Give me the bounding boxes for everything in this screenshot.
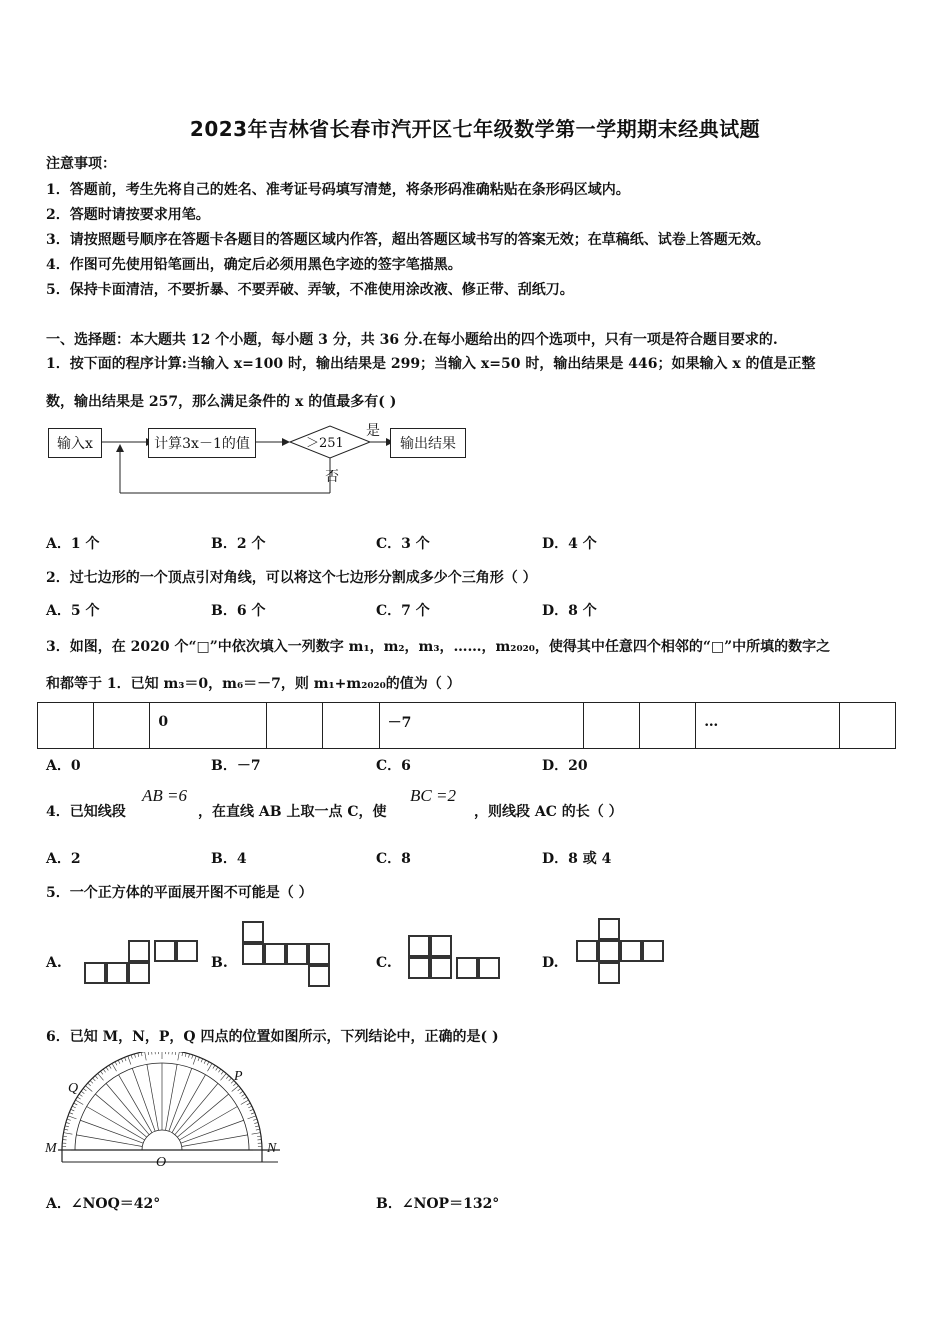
protractor-tick [100,1071,102,1074]
protractor-tick [72,1106,76,1108]
question-4-prefix: 4．已知线段 [46,804,126,820]
protractor-tick [81,1091,84,1093]
protractor-ray [76,1135,142,1147]
protractor-tick [90,1081,93,1084]
protractor-tick [204,1060,206,1064]
protractor-tick [77,1097,80,1099]
protractor-tick [66,1122,70,1123]
protractor-tick [251,1113,255,1114]
option-a[interactable]: A．5 个 [46,603,100,619]
option-c-label[interactable]: C. [376,955,392,971]
protractor-tick [131,1055,132,1059]
sequence-cell [267,703,323,749]
option-a[interactable]: A．1 个 [46,536,100,552]
protractor-ray [169,1068,192,1131]
protractor-tick [106,1067,108,1070]
sequence-cell [640,703,696,749]
protractor-tick [250,1109,254,1111]
protractor-tick [118,1060,120,1064]
sequence-cell: 0 [150,703,267,749]
point-n-label: N [267,1141,277,1156]
protractor-tick [88,1083,91,1086]
question-4-middle: ，在直线 AB 上取一点 C，使 [198,804,387,820]
protractor-tick [257,1136,261,1137]
notice-item: 3．请按照题号顺序在答题卡各题目的答题区域内作答，超出答题区域书写的答案无效；在草稿纸、试卷上答题无效。 [46,232,770,248]
segment-ab-formula: AB =6 [142,786,187,805]
page-title: 2023年吉林省长春市汽开区七年级数学第一学期期末经典试题 [189,117,761,141]
option-d[interactable]: D．8 个 [542,603,597,619]
protractor-tick [134,1054,135,1058]
protractor-tick [112,1063,117,1071]
protractor-tick [182,1052,183,1056]
flow-no-label: 否 [325,469,339,485]
protractor-tick [121,1059,123,1063]
protractor-tick [213,1065,215,1068]
section-heading: 一、选择题：本大题共 12 个小题，每小题 3 分，共 36 分.在每小题给出的四个选项中，只有一项是符合题目要求的. [46,332,778,348]
protractor-tick [188,1054,189,1058]
protractor-tick [201,1059,203,1063]
protractor-tick [208,1063,213,1071]
protractor-tick [83,1088,86,1090]
protractor-tick [115,1062,117,1066]
protractor-tick [74,1103,78,1105]
point-p-label: P [234,1069,243,1084]
option-a[interactable]: A．0 [46,758,81,774]
notice-heading: 注意事项： [46,156,116,172]
sequence-cell: … [696,703,840,749]
protractor-tick [248,1106,252,1108]
flow-yes-label: 是 [366,423,380,439]
flow-output-box: 输出结果 [390,428,466,458]
protractor-tick [148,1052,149,1055]
protractor-tick [254,1122,258,1123]
protractor-ray [181,1120,244,1143]
option-a-label[interactable]: A. [46,955,62,971]
protractor-tick [221,1071,223,1074]
option-d[interactable]: D．8 或 4 [542,851,612,867]
option-a[interactable]: A．∠NOQ＝42° [46,1196,161,1212]
option-b[interactable]: B．6 个 [211,603,266,619]
protractor-tick [247,1103,251,1105]
option-c[interactable]: C．6 [376,758,411,774]
protractor-ray [165,1064,177,1130]
option-d-label[interactable]: D. [542,955,559,971]
option-b[interactable]: B．∠NOP＝132° [376,1196,500,1212]
question-4-suffix: ，则线段 AC 的长（ ） [474,804,623,820]
question-1-line1: 1．按下面的程序计算:当输入 x=100 时，输出结果是 299；当输入 x=50 时，输出结果是 446；如果输入 x 的值是正整 [46,356,816,372]
sequence-cell [323,703,379,749]
protractor-tick [128,1056,131,1064]
protractor-tick [145,1052,147,1060]
sequence-cell: －7 [379,703,583,749]
protractor-tick [178,1052,180,1060]
notice-item: 1．答题前，考生先将自己的姓名、准考证号码填写清楚，将条形码准确粘贴在条形码区域内。 [46,182,630,198]
question-2: 2．过七边形的一个顶点引对角线，可以将这个七边形分割成多少个三角形（ ） [46,570,537,586]
sequence-cell [583,703,639,749]
protractor-tick [218,1069,220,1072]
protractor-tick [256,1129,260,1130]
point-m-label: M [45,1141,57,1156]
protractor-tick [229,1078,232,1081]
protractor-rays [76,1063,247,1147]
protractor-tick [255,1126,259,1127]
protractor-tick [240,1091,243,1093]
option-d[interactable]: D．20 [542,758,588,774]
number-sequence-table [37,702,896,749]
protractor-tick [242,1094,245,1096]
question-1-line2: 数，输出结果是 257，那么满足条件的 x 的值最多有( ) [46,394,397,410]
protractor-tick [69,1113,73,1114]
protractor-tick [103,1069,105,1072]
segment-bc-formula: BC =2 [410,786,456,805]
protractor-tick [71,1109,75,1111]
protractor-tick [138,1053,139,1057]
sequence-cell [38,703,94,749]
protractor-tick [75,1100,83,1105]
protractor-tick [226,1076,229,1079]
flow-compute-box: 计算3x－1的值 [148,428,256,458]
question-6: 6．已知 M，N，P，Q 四点的位置如图所示，下列结论中，正确的是( ) [46,1029,499,1045]
point-q-label: Q [68,1081,79,1096]
protractor-tick [93,1078,96,1081]
notice-item: 5．保持卡面清洁，不要折暴、不要弄破、弄皱，不准使用涂改液、修正带、刮纸刀。 [46,282,574,298]
protractor-tick [109,1065,111,1068]
option-d[interactable]: D．4 个 [542,536,597,552]
protractor-tick [248,1116,256,1119]
protractor-ray [147,1064,159,1130]
flow-input-box: 输入x [48,428,102,458]
protractor-tick [95,1076,98,1079]
protractor-tick [79,1094,82,1096]
question-3-line2: 和都等于 1．已知 m₃＝0，m₆＝－7，则 m₁+m₂₀₂₀的值为（ ） [46,676,461,692]
protractor-tick [63,1136,67,1137]
option-b-label[interactable]: B. [211,955,228,971]
protractor-tick [125,1057,126,1061]
protractor-tick [64,1133,73,1135]
option-a[interactable]: A．2 [46,851,81,867]
notice-item: 4．作图可先使用铅笔画出，确定后必须用黑色字迹的签字笔描黑。 [46,257,462,273]
protractor-tick [207,1062,209,1066]
protractor-tick [193,1056,196,1064]
protractor-tick [64,1129,68,1130]
protractor-tick [65,1126,69,1127]
protractor-ray [132,1068,155,1131]
protractor-tick [67,1119,71,1120]
protractor-tick [243,1097,246,1099]
flow-condition: ＞251 [306,436,344,451]
notice-item: 2．答题时请按要求用笔。 [46,207,210,223]
protractor-tick [198,1057,199,1061]
option-c[interactable]: C．8 [376,851,411,867]
protractor-tick [68,1116,76,1119]
protractor-tick [238,1088,241,1090]
option-b[interactable]: B．2 个 [211,536,266,552]
question-5: 5．一个正方体的平面展开图不可能是（ ） [46,885,313,901]
sequence-cell [839,703,895,749]
protractor-tick [241,1100,249,1105]
option-c[interactable]: C．7 个 [376,603,430,619]
protractor-ray [80,1120,143,1143]
option-c[interactable]: C．3 个 [376,536,430,552]
protractor-tick [252,1133,261,1135]
question-3-line1: 3．如图，在 2020 个“□”中依次填入一列数字 m₁，m₂，m₃，……，m₂₀₂₀，使得其中任意四个相邻的“□”中所填的数字之 [46,639,831,655]
protractor-tick [216,1067,218,1070]
protractor-tick [192,1055,193,1059]
protractor-tick [175,1052,176,1055]
protractor-ray [182,1135,248,1147]
point-o-label: O [156,1155,167,1170]
protractor-tick [253,1119,257,1120]
option-b[interactable]: B．4 [211,851,247,867]
option-b[interactable]: B．－7 [211,758,261,774]
protractor-tick [185,1053,186,1057]
sequence-cell [94,703,150,749]
protractor-figure [44,1052,284,1172]
protractor-tick [141,1052,142,1056]
